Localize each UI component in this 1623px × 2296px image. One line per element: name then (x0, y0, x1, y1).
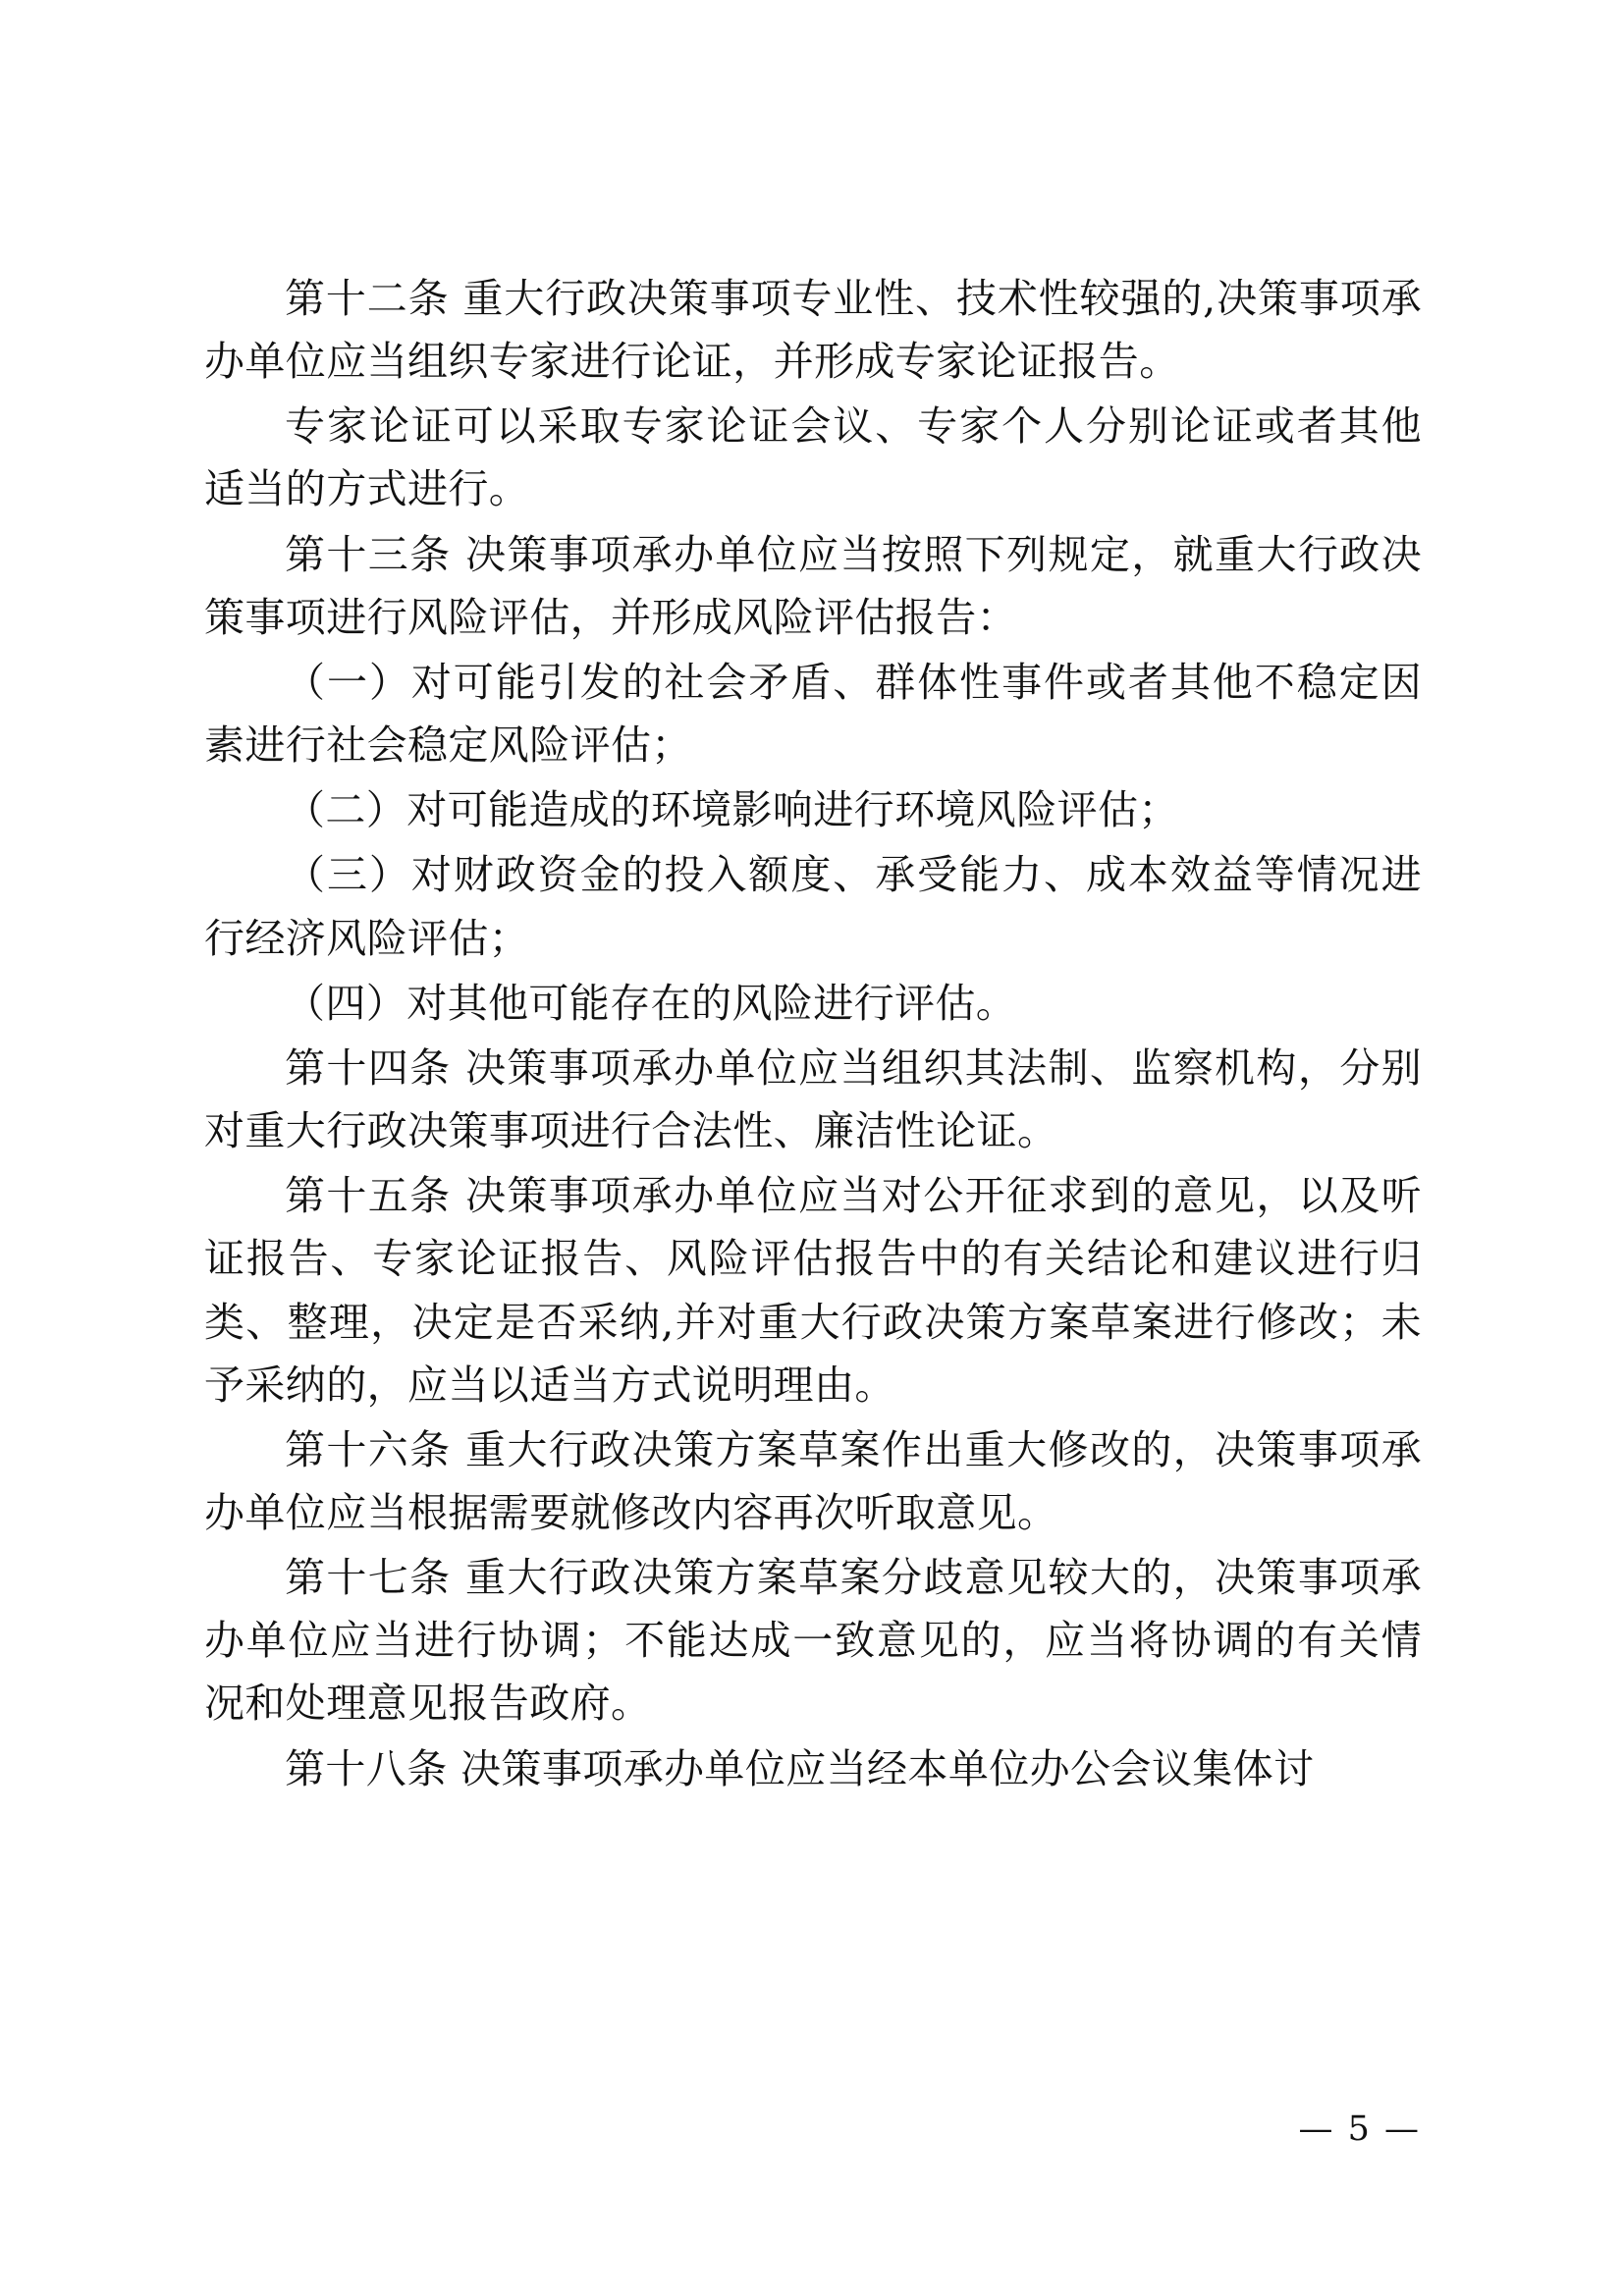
paragraph: 专家论证可以采取专家论证会议、专家个人分别论证或者其他适当的方式进行。 (204, 402, 1422, 513)
paragraph: 第十八条 决策事项承办单位应当经本单位办公会议集体讨 (285, 1744, 1315, 1792)
document-body (204, 267, 1422, 1802)
paragraph: 第十七条 重大行政决策方案草案分歧意见较大的，决策事项承办单位应当进行协调；不能达成一致意见的，应当将协调的有关情况和处理意见报告政府。 (204, 1554, 1422, 1728)
paragraph: 第十五条 决策事项承办单位应当对公开征求到的意见，以及听证报告、专家论证报告、风险评估报告中的有关结论和建议进行归类、整理，决定是否采纳,并对重大行政决策方案草案进行修改；未予采纳的，应当以适当方式说明理由。 (204, 1172, 1422, 1409)
paragraph: 第十四条 决策事项承办单位应当组织其法制、监察机构，分别对重大行政决策事项进行合法性、廉洁性论证。 (204, 1043, 1422, 1155)
paragraph: 第十六条 重大行政决策方案草案作出重大修改的，决策事项承办单位应当根据需要就修改内容再次听取意见。 (204, 1425, 1422, 1536)
paragraph: （三）对财政资金的投入额度、承受能力、成本效益等情况进行经济风险评估； (204, 851, 1422, 962)
paragraph: （四）对其他可能存在的风险进行评估。 (285, 979, 1017, 1027)
paragraph: （一）对可能引发的社会矛盾、群体性事件或者其他不稳定因素进行社会稳定风险评估； (204, 658, 1422, 770)
paragraph: 第十三条 决策事项承办单位应当按照下列规定，就重大行政决策事项进行风险评估，并形成风险评估报告： (204, 530, 1422, 641)
paragraph: （二）对可能造成的环境影响进行环境风险评估； (285, 786, 1179, 834)
page-number: — 5 — (1298, 2109, 1421, 2149)
paragraph: 第十二条 重大行政决策事项专业性、技术性较强的,决策事项承办单位应当组织专家进行论证，并形成专家论证报告。 (204, 275, 1422, 386)
